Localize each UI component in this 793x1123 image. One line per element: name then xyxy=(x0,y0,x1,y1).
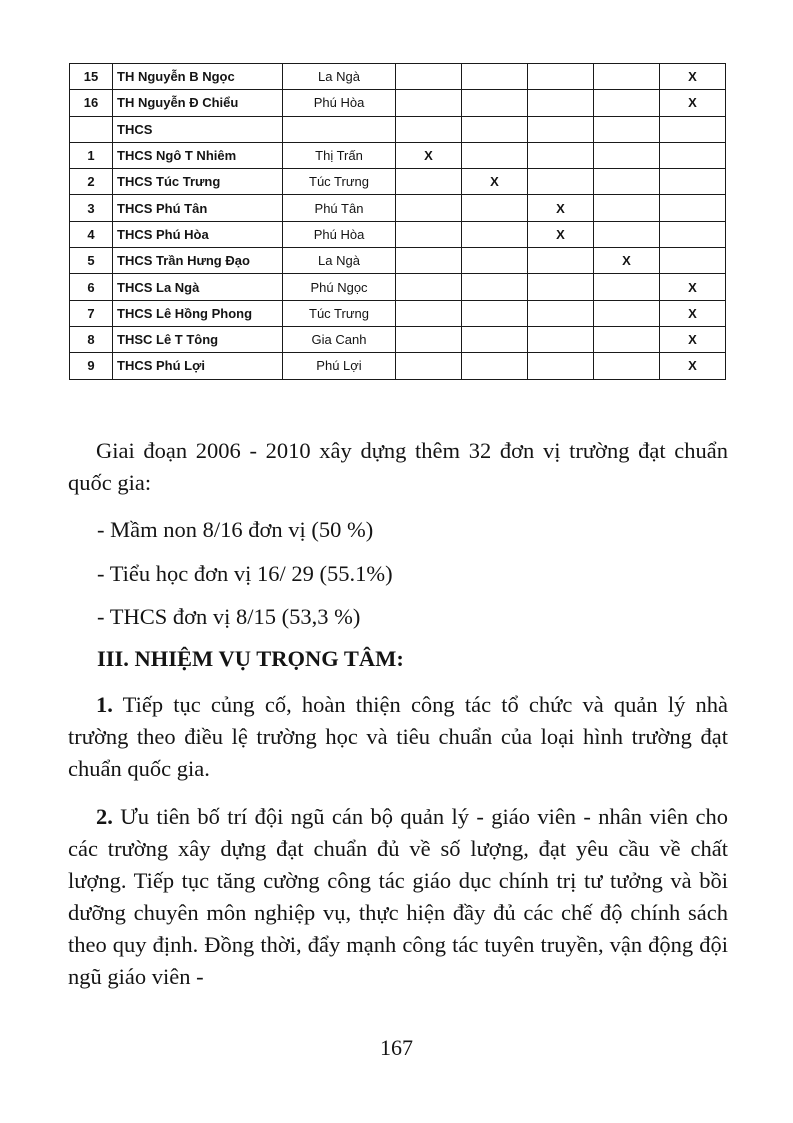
mark-cell xyxy=(528,248,594,274)
mark-cell xyxy=(528,326,594,352)
mark-cell xyxy=(396,248,462,274)
mark-cell xyxy=(462,248,528,274)
school-location: Túc Trưng xyxy=(283,300,396,326)
row-number: 4 xyxy=(70,221,113,247)
table-row xyxy=(70,248,726,274)
mark-cell xyxy=(528,90,594,116)
task-1-paragraph xyxy=(68,689,728,785)
table-row xyxy=(70,326,726,352)
table-row xyxy=(70,142,726,168)
task-2-text: Ưu tiên bố trí đội ngũ cán bộ quản lý - giáo viên - nhân viên cho các trường xây dựng đạt chuẩn đủ về số lượng, đạt yêu cầu về chất lượng. Tiếp tục tăng cường công tác giáo dục chính trị tư tưởng và bồi dưỡng chuyên môn nghiệp vụ, thực hiện đầy đủ các chế độ chính sách theo quy định. Đồng thời, đẩy mạnh công tác tuyên truyền, vận động đội ngũ giáo viên - xyxy=(68,804,728,989)
mark-cell xyxy=(660,195,726,221)
school-name: TH Nguyễn Đ Chiểu xyxy=(113,90,283,116)
mark-cell: X xyxy=(660,90,726,116)
mark-cell xyxy=(528,274,594,300)
row-number: 6 xyxy=(70,274,113,300)
mark-cell xyxy=(396,274,462,300)
mark-cell xyxy=(528,169,594,195)
school-name: THCS Phú Tân xyxy=(113,195,283,221)
mark-cell xyxy=(396,116,462,142)
row-number: 2 xyxy=(70,169,113,195)
school-location: Phú Tân xyxy=(283,195,396,221)
table-row xyxy=(70,195,726,221)
mark-cell xyxy=(396,169,462,195)
row-number: 7 xyxy=(70,300,113,326)
task-2-paragraph xyxy=(68,801,728,993)
mark-cell xyxy=(396,326,462,352)
mark-cell: X xyxy=(396,142,462,168)
row-number: 9 xyxy=(70,353,113,379)
table-row xyxy=(70,116,726,142)
page-number: 167 xyxy=(380,1035,413,1060)
school-name: THCS Phú Lợi xyxy=(113,353,283,379)
school-location: Thị Trấn xyxy=(283,142,396,168)
school-name: THCS Ngô T Nhiêm xyxy=(113,142,283,168)
mark-cell xyxy=(396,300,462,326)
mark-cell xyxy=(462,353,528,379)
table-row xyxy=(70,274,726,300)
mark-cell xyxy=(594,90,660,116)
mark-cell xyxy=(594,353,660,379)
mark-cell xyxy=(528,142,594,168)
mark-cell xyxy=(528,64,594,90)
mark-cell: X xyxy=(660,326,726,352)
mark-cell xyxy=(594,195,660,221)
mark-cell: X xyxy=(660,274,726,300)
table-row xyxy=(70,221,726,247)
row-number: 15 xyxy=(70,64,113,90)
row-number: 8 xyxy=(70,326,113,352)
mark-cell xyxy=(462,300,528,326)
table-row xyxy=(70,169,726,195)
mark-cell xyxy=(462,274,528,300)
school-name: THCS Túc Trưng xyxy=(113,169,283,195)
intro-paragraph: Giai đoạn 2006 - 2010 xây dựng thêm 32 đơn vị trường đạt chuẩn quốc gia: xyxy=(68,438,728,495)
mark-cell xyxy=(594,116,660,142)
school-name: THCS Trần Hưng Đạo xyxy=(113,248,283,274)
list-item-primary: - Tiểu học đơn vị 16/ 29 (55.1%) xyxy=(97,561,393,586)
school-name: THCS xyxy=(113,116,283,142)
mark-cell xyxy=(660,221,726,247)
mark-cell xyxy=(396,64,462,90)
mark-cell xyxy=(462,326,528,352)
schools-table xyxy=(69,63,726,380)
mark-cell xyxy=(660,248,726,274)
task-1-text: Tiếp tục củng cố, hoàn thiện công tác tổ chức và quản lý nhà trường theo điều lệ trường học và tiêu chuẩn của loại hình trường đạt chuẩn quốc gia. xyxy=(68,692,728,781)
school-name: TH Nguyễn B Ngọc xyxy=(113,64,283,90)
mark-cell xyxy=(594,142,660,168)
school-location: Phú Hòa xyxy=(283,221,396,247)
mark-cell: X xyxy=(660,353,726,379)
mark-cell: X xyxy=(528,221,594,247)
school-location: La Ngà xyxy=(283,248,396,274)
mark-cell xyxy=(594,221,660,247)
mark-cell xyxy=(462,195,528,221)
row-number: 5 xyxy=(70,248,113,274)
mark-cell xyxy=(660,142,726,168)
list-item-preschool: - Mầm non 8/16 đơn vị (50 %) xyxy=(97,517,374,542)
mark-cell xyxy=(462,90,528,116)
mark-cell xyxy=(528,116,594,142)
mark-cell xyxy=(396,221,462,247)
school-name: THCS Phú Hòa xyxy=(113,221,283,247)
table-row xyxy=(70,90,726,116)
school-name: THCS La Ngà xyxy=(113,274,283,300)
table-row xyxy=(70,64,726,90)
mark-cell xyxy=(660,169,726,195)
school-location: Gia Canh xyxy=(283,326,396,352)
row-number: 16 xyxy=(70,90,113,116)
school-location: Phú Ngọc xyxy=(283,274,396,300)
mark-cell xyxy=(594,274,660,300)
mark-cell: X xyxy=(594,248,660,274)
task-1-number: 1. xyxy=(96,692,113,717)
school-location: Phú Lợi xyxy=(283,353,396,379)
school-location xyxy=(283,116,396,142)
mark-cell xyxy=(396,90,462,116)
mark-cell: X xyxy=(660,64,726,90)
school-location: La Ngà xyxy=(283,64,396,90)
mark-cell xyxy=(396,353,462,379)
mark-cell xyxy=(528,300,594,326)
mark-cell xyxy=(462,64,528,90)
mark-cell xyxy=(528,353,594,379)
mark-cell xyxy=(594,64,660,90)
task-2-number: 2. xyxy=(96,804,113,829)
mark-cell: X xyxy=(660,300,726,326)
row-number: 1 xyxy=(70,142,113,168)
list-item-secondary: - THCS đơn vị 8/15 (53,3 %) xyxy=(97,604,361,629)
mark-cell: X xyxy=(462,169,528,195)
mark-cell xyxy=(594,300,660,326)
school-name: THCS Lê Hồng Phong xyxy=(113,300,283,326)
table-row xyxy=(70,300,726,326)
table-row xyxy=(70,353,726,379)
section-heading: III. NHIỆM VỤ TRỌNG TÂM: xyxy=(97,646,404,671)
mark-cell xyxy=(594,169,660,195)
mark-cell xyxy=(462,221,528,247)
school-name: THSC Lê T Tông xyxy=(113,326,283,352)
row-number: 3 xyxy=(70,195,113,221)
row-number xyxy=(70,116,113,142)
school-location: Phú Hòa xyxy=(283,90,396,116)
mark-cell xyxy=(396,195,462,221)
mark-cell xyxy=(594,326,660,352)
mark-cell: X xyxy=(528,195,594,221)
mark-cell xyxy=(462,142,528,168)
mark-cell xyxy=(660,116,726,142)
school-location: Túc Trưng xyxy=(283,169,396,195)
mark-cell xyxy=(462,116,528,142)
